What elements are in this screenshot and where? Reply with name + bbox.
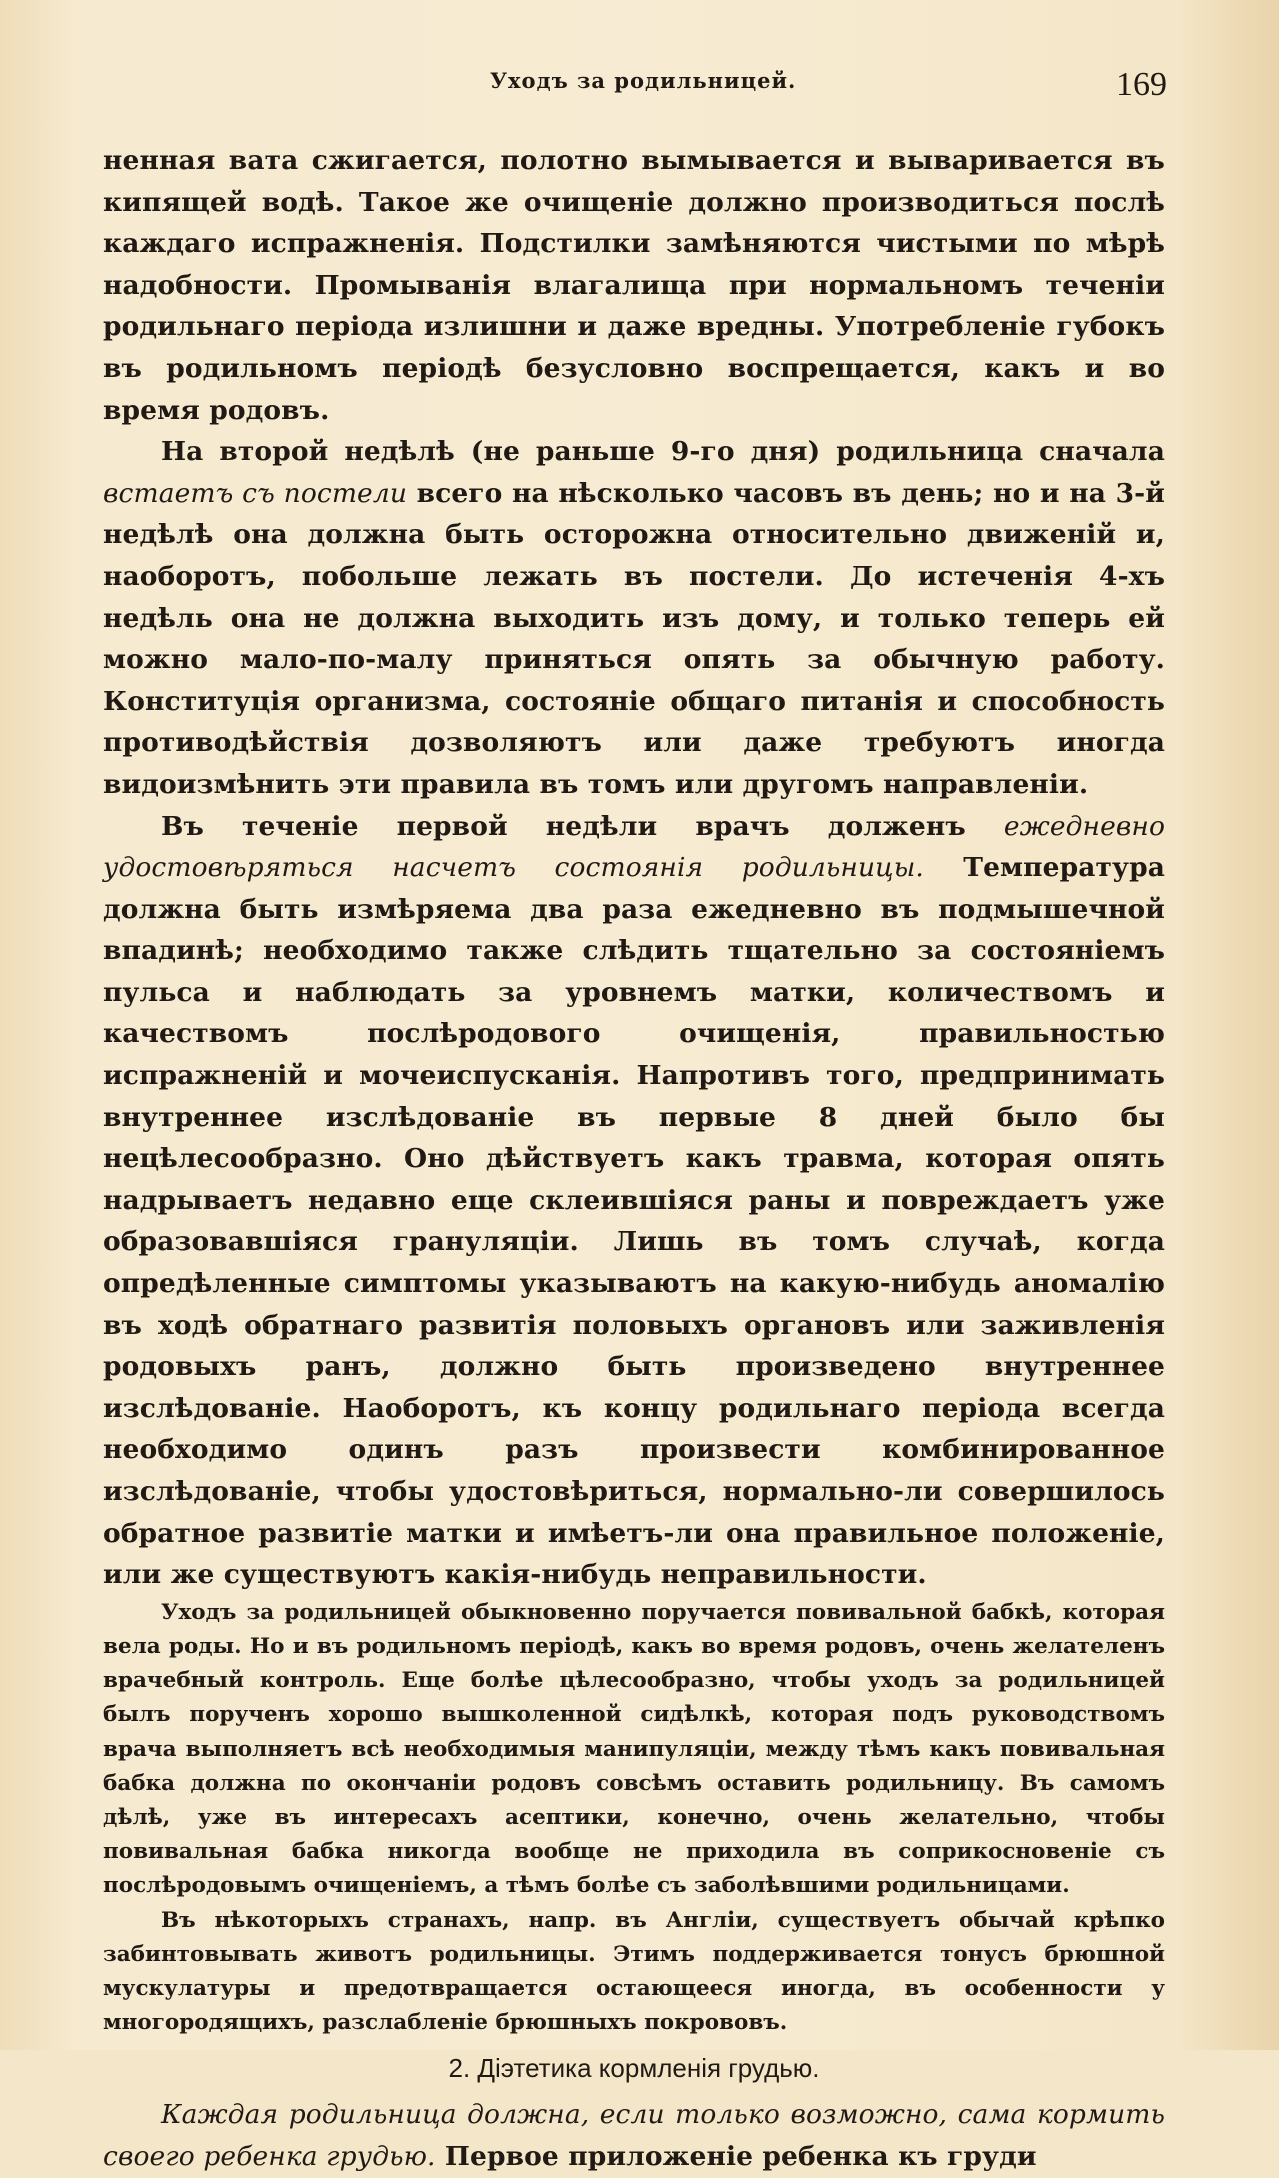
section-heading: 2. Діэтетика кормленія грудью.: [448, 2053, 820, 2084]
paragraph-4-rest: Первое приложеніе ребенка къ груди: [435, 2141, 1037, 2173]
paragraph-4: [103, 2094, 1165, 2177]
paragraph-3-rest: Температура должна быть измѣряема два раза ежедневно въ подмышечной впадинѣ; необходимо также слѣдить тщательно за состояніемъ пульса и наблюдать за уровнемъ матки, количествомъ и качествомъ послѣродового очищенія, правильностью испражненій и мочеиспусканія. Напротивъ того, предпринимать внутреннее изслѣдованіе въ первые 8 дней было бы нецѣлесообразно. Оно дѣйствуетъ какъ травма, которая опять надрываетъ недавно еще склеившіяся раны и повреждаетъ уже образовавшіяся грануляціи. Лишь въ томъ случаѣ, когда опредѣленные симптомы указываютъ на какую-нибудь аномалію въ ходѣ обратнаго развитія половыхъ органовъ или заживленія родовыхъ ранъ, должно быть произведено внутреннее изслѣдованіе. Наоборотъ, къ концу родильнаго періода всегда необходимо одинъ разъ произвести комбинированное изслѣдованіе, чтобы удостовѣриться, нормально-ли совершилось обратное развитіе матки и имѣетъ-ли она правильное положеніе, или же существуютъ какія-нибудь неправильности.: [103, 852, 1165, 1591]
paragraph-2-emphasis: встаетъ съ постели: [103, 477, 407, 509]
small-print-note-2: Въ нѣкоторыхъ странахъ, напр. въ Англіи, существуетъ обычай крѣпко забинтовывать животъ родильницы. Этимъ поддерживается тонусъ брюшной мускулатуры и предотвращается остающееся иногда, въ особенности у многородящихъ, разслабленіе брюшныхъ покрововъ.: [103, 1907, 1165, 2036]
body-text: [103, 140, 1165, 2178]
paragraph-3-start: Въ теченіе первой недѣли врачъ долженъ: [161, 810, 1004, 842]
paragraph-1: ненная вата сжигается, полотно вымывается и вываривается въ кипящей водѣ. Такое же очищеніе должно производиться послѣ каждаго испражненія. Подстилки замѣняются чистыми по мѣрѣ надобности. Промыванія влагалища при нормальномъ теченіи родильнаго періода излишни и даже вредны. Употребленіе губокъ въ родильномъ періодѣ безусловно воспрещается, какъ и во время родовъ.: [103, 145, 1165, 426]
page-number: 169: [1116, 66, 1167, 103]
paragraph-3: [103, 806, 1165, 1596]
paragraph-2: [103, 431, 1165, 805]
paragraph-2-start: На второй недѣлѣ (не раньше 9-го дня) родильница сначала: [161, 436, 1165, 468]
paragraph-3-emphasis: ежедневно удостовѣряться насчетъ состоянія родильницы.: [103, 810, 1165, 884]
small-print-note-1: Уходъ за родильницей обыкновенно поручается повивальной бабкѣ, которая вела роды. Но и въ родильномъ періодѣ, какъ во время родовъ, очень желателенъ врачебный контроль. Еще болѣе цѣлесообразно, чтобы уходъ за родильницей былъ порученъ хорошо вышколенной сидѣлкѣ, которая подъ руководствомъ врача выполняетъ всѣ необходимыя манипуляціи, между тѣмъ какъ повивальная бабка должна по окончаніи родовъ совсѣмъ оставить родильницу. Въ самомъ дѣлѣ, уже въ интересахъ асептики, конечно, очень желательно, чтобы повивальная бабка никогда вообще не приходила въ соприкосновеніе съ послѣродовымъ очищеніемъ, а тѣмъ болѣе съ заболѣвшими родильницами.: [103, 1599, 1165, 1899]
running-title: Уходъ за родильницей.: [490, 68, 797, 93]
paragraph-4-emphasis: Каждая родильница должна, если только возможно, сама кормить своего ребенка грудью.: [103, 2099, 1165, 2173]
paragraph-2-rest: всего на нѣсколько часовъ въ день; но и на 3-й недѣлѣ она должна быть осторожна относительно движеній и, наоборотъ, побольше лежать въ постели. До истеченія 4-хъ недѣль она не должна выходить изъ дому, и только теперь ей можно мало-по-малу приняться опять за обычную работу. Конституція организма, состояніе общаго питанія и способность противодѣйствія дозволяютъ или даже требуютъ иногда видоизмѣнить эти правила въ томъ или другомъ направленіи.: [103, 477, 1165, 800]
